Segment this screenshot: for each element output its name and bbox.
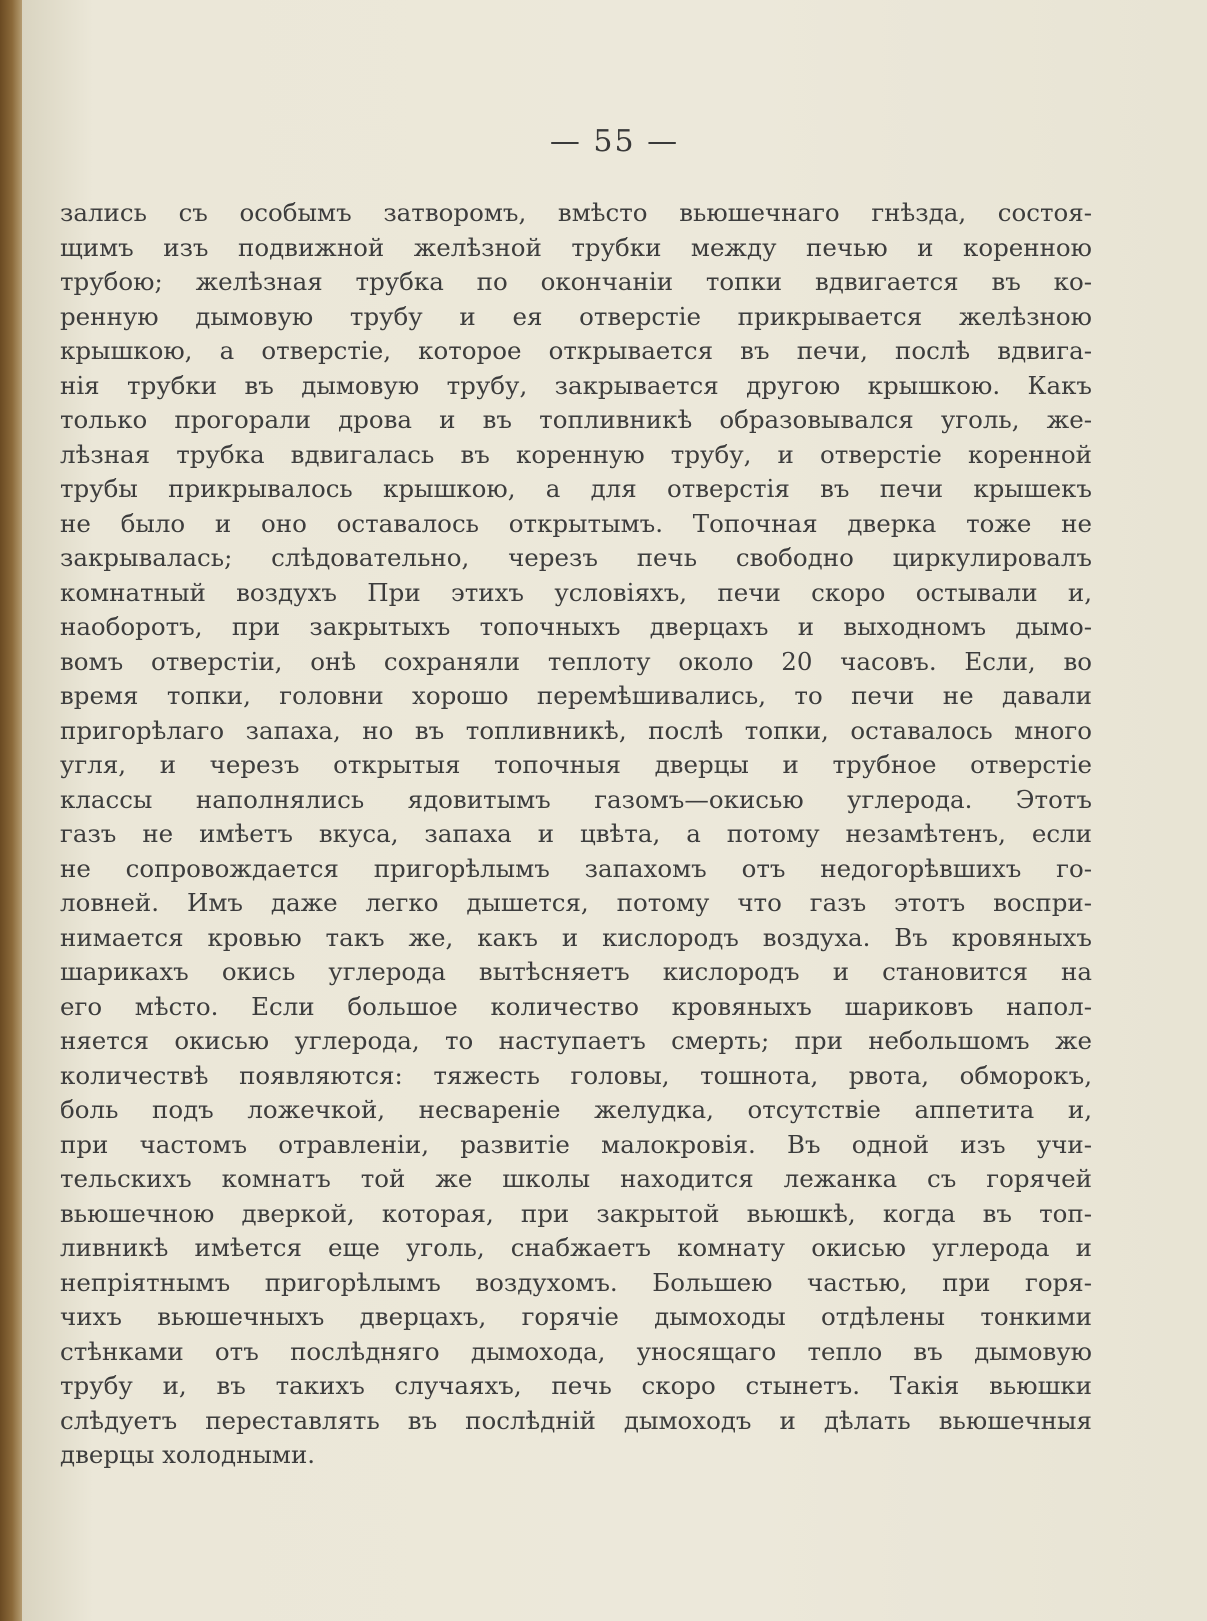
text-line: боль подъ ложечкой, несвареніе желудка, отсутствіе аппетита и, xyxy=(60,1095,1092,1124)
text-line: при частомъ отравленіи, развитіе малокровія. Въ одной изъ учи- xyxy=(60,1129,1092,1159)
text-line: слѣдуетъ переставлять въ послѣдній дымоходъ и дѣлать вьюшечныя xyxy=(60,1405,1092,1435)
text-line: наоборотъ, при закрытыхъ топочныхъ дверцахъ и выходномъ дымо- xyxy=(60,612,1092,641)
text-line: не сопровождается пригорѣлымъ запахомъ отъ недогорѣвшихъ го- xyxy=(60,853,1092,883)
text-line: чихъ вьюшечныхъ дверцахъ, горячіе дымоходы отдѣлены тонкими xyxy=(60,1302,1092,1331)
text-line: его мѣсто. Если большое количество кровяныхъ шариковъ напол- xyxy=(60,991,1092,1021)
text-line: непріятнымъ пригорѣлымъ воздухомъ. Большею частью, при горя- xyxy=(60,1267,1092,1297)
text-line: шарикахъ окись углерода вытѣсняетъ кислородъ и становится на xyxy=(60,957,1092,986)
text-line: время топки, головни хорошо перемѣшивались, то печи не давали xyxy=(60,681,1092,710)
text-line: газъ не имѣетъ вкуса, запаха и цвѣта, а потому незамѣтенъ, если xyxy=(60,819,1092,848)
text-line: нія трубки въ дымовую трубу, закрывается другою крышкою. Какъ xyxy=(60,370,1092,400)
text-line-last: дверцы холодными. xyxy=(60,1440,316,1469)
text-line: нимается кровью такъ же, какъ и кислородъ воздуха. Въ кровяныхъ xyxy=(60,922,1092,952)
text-line: трубою; желѣзная трубка по окончаніи топки вдвигается въ ко- xyxy=(60,267,1092,296)
text-line: трубу и, въ такихъ случаяхъ, печь скоро стынетъ. Такія вьюшки xyxy=(60,1371,1092,1400)
text-line: количествѣ появляются: тяжесть головы, тошнота, рвота, обморокъ, xyxy=(60,1060,1092,1090)
page-number: — 55 — xyxy=(549,124,680,159)
book-page xyxy=(22,0,1207,1621)
text-line: крышкою, а отверстіе, которое открывается въ печи, послѣ вдвига- xyxy=(60,336,1092,365)
text-line: угля, и черезъ открытыя топочныя дверцы и трубное отверстіе xyxy=(60,750,1092,779)
text-line: стѣнками отъ послѣдняго дымохода, уносящаго тепло въ дымовую xyxy=(60,1336,1092,1366)
text-line: только прогорали дрова и въ топливникѣ образовывался уголь, же- xyxy=(60,405,1092,434)
text-line: пригорѣлаго запаха, но въ топливникѣ, послѣ топки, оставалось много xyxy=(60,715,1092,745)
text-line: зались съ особымъ затворомъ, вмѣсто вьюшечнаго гнѣзда, состоя- xyxy=(60,198,1092,227)
text-line: закрывалась; слѣдовательно, черезъ печь свободно циркулировалъ xyxy=(60,543,1092,572)
text-line: лѣзная трубка вдвигалась въ коренную трубу, и отверстіе коренной xyxy=(60,439,1092,469)
book-spine-edge xyxy=(0,0,22,1621)
text-line: ловней. Имъ даже легко дышется, потому что газъ этотъ воспри- xyxy=(60,888,1092,917)
body-text xyxy=(60,196,1092,1473)
text-line: классы наполнялись ядовитымъ газомъ—окисью углерода. Этотъ xyxy=(60,784,1092,814)
text-line: тельскихъ комнатъ той же школы находится лежанка съ горячей xyxy=(60,1164,1092,1193)
text-line: ливникѣ имѣется еще уголь, снабжаетъ комнату окисью углерода и xyxy=(60,1233,1092,1262)
text-line: вомъ отверстіи, онѣ сохраняли теплоту около 20 часовъ. Если, во xyxy=(60,646,1092,676)
text-line: ренную дымовую трубу и ея отверстіе прикрывается желѣзною xyxy=(60,301,1092,331)
text-line: щимъ изъ подвижной желѣзной трубки между печью и коренною xyxy=(60,232,1092,262)
text-line: комнатный воздухъ При этихъ условіяхъ, печи скоро остывали и, xyxy=(60,577,1092,607)
text-line: вьюшечною дверкой, которая, при закрытой вьюшкѣ, когда въ топ- xyxy=(60,1198,1092,1228)
text-line: няется окисью углерода, то наступаетъ смерть; при небольшомъ же xyxy=(60,1026,1092,1055)
text-line: трубы прикрывалось крышкою, а для отверстія въ печи крышекъ xyxy=(60,474,1092,503)
text-line: не было и оно оставалось открытымъ. Топочная дверка тоже не xyxy=(60,508,1092,538)
